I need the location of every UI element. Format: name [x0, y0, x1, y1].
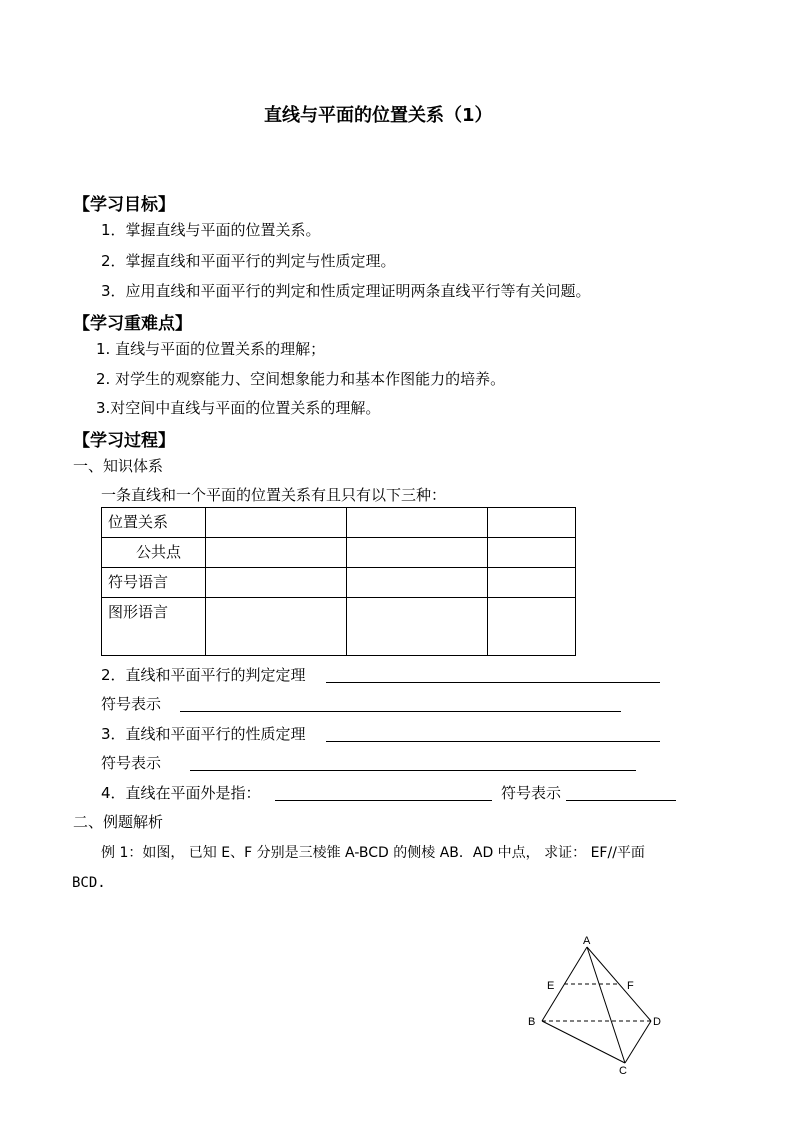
- answer-blank[interactable]: [180, 711, 621, 712]
- answer-blank[interactable]: [326, 682, 660, 683]
- example-1-text: 例 1：如图， 已知 E、F 分别是三棱锥 A-BCD 的侧棱 AB．AD 中点， 求证： EF//平面: [101, 845, 645, 861]
- row-label: 公共点: [102, 538, 206, 568]
- example-1-text-cont: BCD.: [72, 875, 106, 891]
- answer-blank[interactable]: [190, 770, 636, 771]
- label-E: E: [547, 980, 555, 992]
- question-3: 3．直线和平面平行的性质定理: [101, 725, 306, 743]
- table-cell[interactable]: [488, 568, 576, 598]
- goal-item: 2．掌握直线和平面平行的判定与性质定理。: [101, 252, 396, 270]
- row-label: 符号语言: [102, 568, 206, 598]
- goal-item: 1．掌握直线与平面的位置关系。: [101, 221, 321, 239]
- table-cell[interactable]: [347, 508, 488, 538]
- process-heading: 【学习过程】: [73, 431, 175, 451]
- table-cell[interactable]: [488, 508, 576, 538]
- table-cell[interactable]: [488, 598, 576, 656]
- edge-AC: [587, 947, 625, 1063]
- label-A: A: [583, 935, 591, 947]
- question-3-symbol: 符号表示: [101, 754, 162, 772]
- table-cell[interactable]: [347, 538, 488, 568]
- row-label: 图形语言: [102, 598, 206, 656]
- answer-blank[interactable]: [275, 800, 492, 801]
- table-intro: 一条直线和一个平面的位置关系有且只有以下三种：: [101, 486, 447, 504]
- keypoint-item: 2. 对学生的观察能力、空间想象能力和基本作图能力的培养。: [96, 370, 506, 388]
- table-cell[interactable]: [347, 568, 488, 598]
- table-cell[interactable]: [347, 598, 488, 656]
- table-cell[interactable]: [488, 538, 576, 568]
- label-F: F: [627, 980, 634, 992]
- table-cell[interactable]: [206, 568, 347, 598]
- table-cell[interactable]: [206, 538, 347, 568]
- edge-BC: [542, 1021, 625, 1063]
- answer-blank[interactable]: [326, 741, 660, 742]
- relation-table: [101, 507, 576, 656]
- tetrahedron-figure: [525, 932, 665, 1077]
- label-C: C: [619, 1065, 627, 1077]
- question-4-symbol: 符号表示: [501, 784, 562, 802]
- edge-AD: [587, 947, 651, 1021]
- edge-CD: [625, 1021, 651, 1063]
- part1-heading: 一、知识体系: [73, 457, 164, 475]
- goal-item: 3．应用直线和平面平行的判定和性质定理证明两条直线平行等有关问题。: [101, 282, 591, 300]
- keypoint-item: 3.对空间中直线与平面的位置关系的理解。: [96, 399, 381, 417]
- keypoint-item: 1. 直线与平面的位置关系的理解；: [96, 340, 326, 358]
- goals-heading: 【学习目标】: [73, 195, 175, 215]
- label-D: D: [653, 1016, 661, 1028]
- question-2-symbol: 符号表示: [101, 695, 162, 713]
- keypoints-heading: 【学习重难点】: [73, 314, 192, 334]
- answer-blank[interactable]: [566, 800, 676, 801]
- table-cell[interactable]: [206, 598, 347, 656]
- part2-heading: 二、例题解析: [73, 813, 164, 831]
- question-2: 2．直线和平面平行的判定定理: [101, 666, 306, 684]
- table-cell[interactable]: [206, 508, 347, 538]
- row-label: 位置关系: [102, 508, 206, 538]
- question-4: 4．直线在平面外是指：: [101, 784, 261, 802]
- page-title: 直线与平面的位置关系（1）: [264, 105, 493, 126]
- label-B: B: [528, 1016, 536, 1028]
